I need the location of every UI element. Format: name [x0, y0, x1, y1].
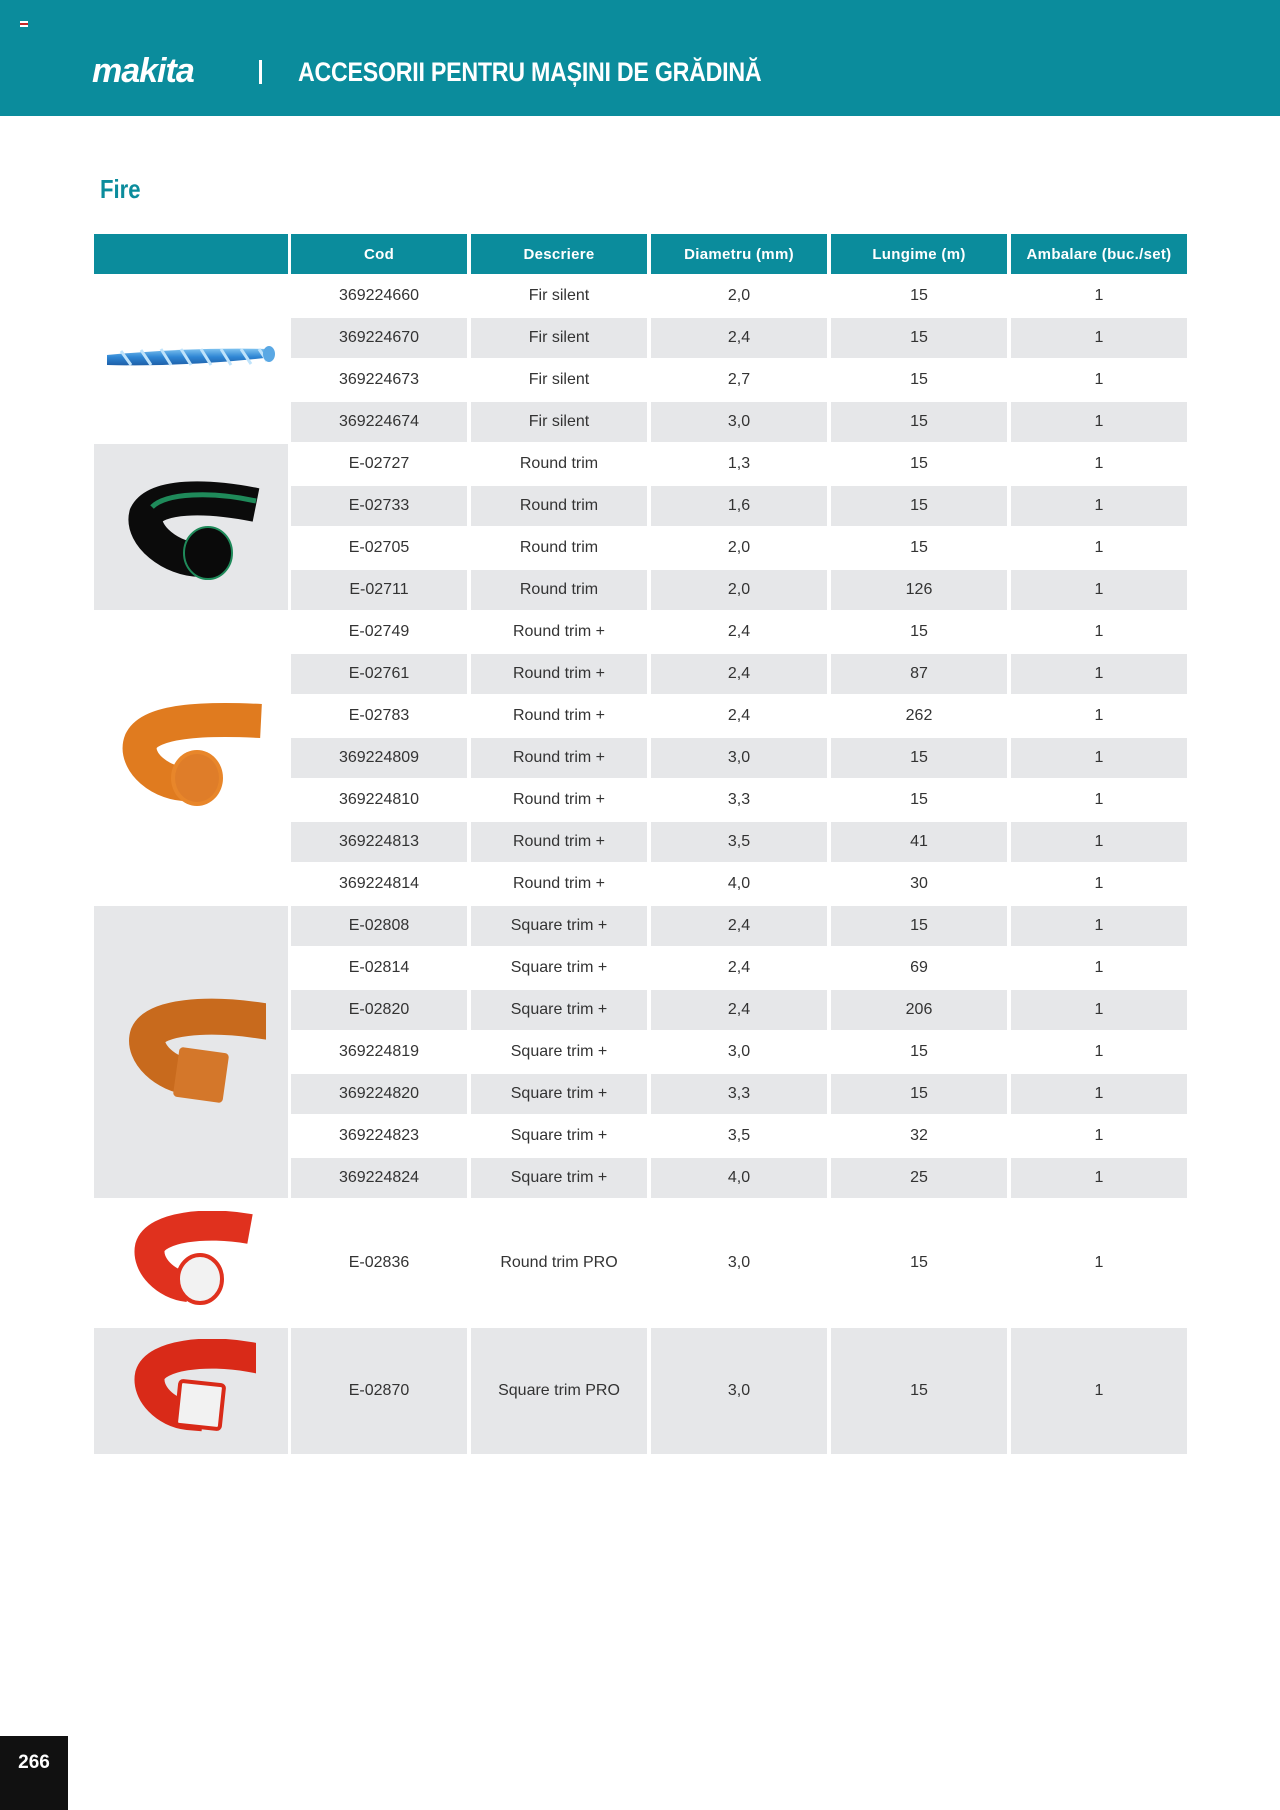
table-row — [291, 1158, 1187, 1198]
table-row — [291, 990, 1187, 1030]
table-row — [291, 948, 1187, 988]
cell-description: Square trim PRO — [471, 1328, 647, 1454]
cell-code: E-02733 — [291, 486, 467, 526]
cell-code: 369224670 — [291, 318, 467, 358]
cell-diameter: 3,0 — [651, 402, 827, 442]
cell-length: 41 — [831, 822, 1007, 862]
header-cell-length: Lungime (m) — [831, 234, 1007, 274]
cell-code: E-02808 — [291, 906, 467, 946]
cell-packaging: 1 — [1011, 990, 1187, 1030]
cell-description: Round trim PRO — [500, 1254, 618, 1271]
cell-code: E-02814 — [348, 959, 410, 976]
fir-silent-spiral-icon — [101, 327, 281, 392]
cell-length: 262 — [905, 707, 933, 724]
page-title: ACCESORII PENTRU MAȘINI DE GRĂDINĂ — [298, 57, 762, 87]
cell-diameter: 4,0 — [651, 1158, 827, 1198]
cell-packaging: 1 — [1011, 318, 1187, 358]
product-image-cell — [94, 1200, 288, 1326]
table-row — [291, 318, 1187, 358]
cell-diameter: 3,0 — [651, 1328, 827, 1454]
cell-diameter: 2,4 — [651, 906, 827, 946]
cell-packaging: 1 — [1094, 1043, 1104, 1060]
cell-code: 369224673 — [338, 371, 420, 388]
product-image-cell — [94, 1328, 288, 1454]
table-row — [291, 906, 1187, 946]
cell-description: Square trim + — [471, 1074, 647, 1114]
cell-diameter: 2,4 — [651, 990, 827, 1030]
cell-packaging: 1 — [1094, 623, 1104, 640]
cell-code: 369224824 — [291, 1158, 467, 1198]
romania-flag-icon — [20, 21, 28, 27]
cell-packaging: 1 — [1011, 1158, 1187, 1198]
round-trim-pro-red-line-icon — [126, 1211, 256, 1316]
cell-packaging: 1 — [1011, 738, 1187, 778]
round-trim-plus-orange-line-icon — [111, 696, 271, 821]
cell-description: Round trim — [471, 486, 647, 526]
cell-length: 30 — [910, 875, 928, 892]
table-row — [291, 444, 1187, 484]
cell-packaging: 1 — [1011, 570, 1187, 610]
cell-description: Round trim — [519, 455, 599, 472]
section-title: Fire — [100, 174, 141, 204]
table-row — [291, 360, 1187, 400]
table-row — [291, 696, 1187, 736]
square-trim-pro-red-line-icon — [126, 1339, 256, 1444]
cell-length: 15 — [910, 287, 928, 304]
cell-diameter: 1,6 — [651, 486, 827, 526]
table-row — [291, 612, 1187, 652]
cell-packaging: 1 — [1011, 906, 1187, 946]
cell-code: 369224813 — [291, 822, 467, 862]
table-row — [291, 864, 1187, 904]
cell-code: 369224814 — [338, 875, 420, 892]
cell-length: 15 — [831, 402, 1007, 442]
cell-code: E-02870 — [291, 1328, 467, 1454]
cell-packaging: 1 — [1094, 875, 1104, 892]
table-row — [291, 528, 1187, 568]
cell-packaging: 1 — [1094, 287, 1104, 304]
cell-length: 15 — [831, 486, 1007, 526]
cell-description: Fir silent — [528, 287, 590, 304]
cell-packaging: 1 — [1011, 486, 1187, 526]
cell-packaging: 1 — [1011, 822, 1187, 862]
cell-description: Square trim + — [510, 1127, 608, 1144]
makita-logo — [92, 52, 226, 92]
product-image-cell — [94, 906, 288, 1198]
cell-diameter: 2,4 — [651, 654, 827, 694]
cell-description: Fir silent — [471, 318, 647, 358]
cell-code: 369224823 — [338, 1127, 420, 1144]
table-row — [291, 276, 1187, 316]
cell-length: 15 — [910, 1043, 928, 1060]
cell-code: E-02836 — [348, 1254, 410, 1271]
cell-description: Fir silent — [471, 402, 647, 442]
cell-code: 369224810 — [338, 791, 420, 808]
square-trim-plus-orange-line-icon — [116, 995, 266, 1110]
cell-packaging: 1 — [1011, 402, 1187, 442]
cell-description: Fir silent — [528, 371, 590, 388]
cell-diameter: 4,0 — [727, 875, 751, 892]
cell-code: E-02820 — [291, 990, 467, 1030]
table-row — [291, 1032, 1187, 1072]
cell-diameter: 2,4 — [651, 318, 827, 358]
cell-diameter: 2,4 — [727, 707, 751, 724]
cell-length: 15 — [831, 1328, 1007, 1454]
cell-length: 15 — [910, 371, 928, 388]
cell-description: Round trim — [519, 539, 599, 556]
cell-length: 15 — [910, 539, 928, 556]
cell-description: Round trim + — [512, 707, 606, 724]
cell-length: 15 — [910, 791, 928, 808]
cell-code: 369224819 — [338, 1043, 420, 1060]
header-cell-description: Descriere — [471, 234, 647, 274]
cell-length: 206 — [831, 990, 1007, 1030]
cell-packaging: 1 — [1011, 654, 1187, 694]
cell-length: 15 — [831, 738, 1007, 778]
cell-length: 15 — [910, 1254, 928, 1271]
table-row — [291, 654, 1187, 694]
cell-length: 15 — [831, 318, 1007, 358]
product-image-cell — [94, 276, 288, 442]
product-image-cell — [94, 612, 288, 904]
header-cell-diameter: Diametru (mm) — [651, 234, 827, 274]
cell-description: Round trim + — [512, 875, 606, 892]
cell-description: Round trim — [471, 570, 647, 610]
header-separator — [259, 60, 262, 84]
cell-code: E-02711 — [291, 570, 467, 610]
cell-diameter: 3,0 — [727, 1043, 751, 1060]
cell-description: Round trim + — [512, 791, 606, 808]
cell-diameter: 2,7 — [727, 371, 751, 388]
table-row — [291, 738, 1187, 778]
cell-length: 87 — [831, 654, 1007, 694]
cell-code: E-02783 — [348, 707, 410, 724]
table-row — [291, 1200, 1187, 1326]
cell-diameter: 2,0 — [651, 570, 827, 610]
cell-length: 69 — [910, 959, 928, 976]
table-row — [291, 1074, 1187, 1114]
table-row — [291, 402, 1187, 442]
product-image-cell — [94, 444, 288, 610]
table-row — [291, 486, 1187, 526]
cell-packaging: 1 — [1011, 1328, 1187, 1454]
header-cell-packaging: Ambalare (buc./set) — [1011, 234, 1187, 274]
cell-code: E-02705 — [348, 539, 410, 556]
cell-description: Square trim + — [471, 906, 647, 946]
table-row — [291, 1116, 1187, 1156]
cell-packaging: 1 — [1094, 791, 1104, 808]
cell-description: Square trim + — [471, 1158, 647, 1198]
cell-description: Square trim + — [471, 990, 647, 1030]
cell-length: 126 — [831, 570, 1007, 610]
cell-code: 369224809 — [291, 738, 467, 778]
cell-diameter: 3,3 — [727, 791, 751, 808]
table-row — [291, 570, 1187, 610]
cell-length: 15 — [910, 455, 928, 472]
cell-description: Round trim + — [471, 822, 647, 862]
cell-packaging: 1 — [1094, 959, 1104, 976]
cell-code: E-02761 — [291, 654, 467, 694]
cell-description: Square trim + — [510, 1043, 608, 1060]
page-number: 266 — [18, 1752, 50, 1773]
cell-code: 369224660 — [338, 287, 420, 304]
cell-packaging: 1 — [1094, 371, 1104, 388]
cell-diameter: 1,3 — [727, 455, 751, 472]
cell-code: E-02749 — [348, 623, 410, 640]
cell-description: Round trim + — [471, 738, 647, 778]
svg-text:makita: makita — [92, 52, 194, 90]
table-row — [291, 822, 1187, 862]
cell-length: 15 — [910, 623, 928, 640]
cell-diameter: 2,4 — [727, 959, 751, 976]
cell-diameter: 3,5 — [651, 822, 827, 862]
cell-packaging: 1 — [1094, 539, 1104, 556]
cell-packaging: 1 — [1094, 455, 1104, 472]
cell-packaging: 1 — [1094, 1127, 1104, 1144]
cell-packaging: 1 — [1011, 1074, 1187, 1114]
cell-diameter: 3,0 — [651, 738, 827, 778]
cell-length: 25 — [831, 1158, 1007, 1198]
cell-diameter: 3,5 — [727, 1127, 751, 1144]
cell-description: Square trim + — [510, 959, 608, 976]
cell-description: Round trim + — [471, 654, 647, 694]
table-row — [291, 780, 1187, 820]
cell-diameter: 2,0 — [727, 539, 751, 556]
cell-length: 15 — [831, 1074, 1007, 1114]
cell-code: 369224820 — [291, 1074, 467, 1114]
header-cell-image — [94, 234, 288, 274]
cell-description: Round trim + — [512, 623, 606, 640]
cell-diameter: 3,0 — [727, 1254, 751, 1271]
cell-code: 369224674 — [291, 402, 467, 442]
cell-packaging: 1 — [1094, 707, 1104, 724]
cell-diameter: 2,4 — [727, 623, 751, 640]
cell-length: 15 — [831, 906, 1007, 946]
cell-packaging: 1 — [1094, 1254, 1104, 1271]
header-cell-code: Cod — [291, 234, 467, 274]
cell-code: E-02727 — [348, 455, 410, 472]
round-trim-green-line-icon — [116, 465, 266, 590]
page-header — [0, 0, 1280, 116]
cell-length: 32 — [910, 1127, 928, 1144]
table-row — [291, 1328, 1187, 1454]
cell-diameter: 3,3 — [651, 1074, 827, 1114]
table-header-row — [94, 234, 1187, 274]
cell-diameter: 2,0 — [727, 287, 751, 304]
